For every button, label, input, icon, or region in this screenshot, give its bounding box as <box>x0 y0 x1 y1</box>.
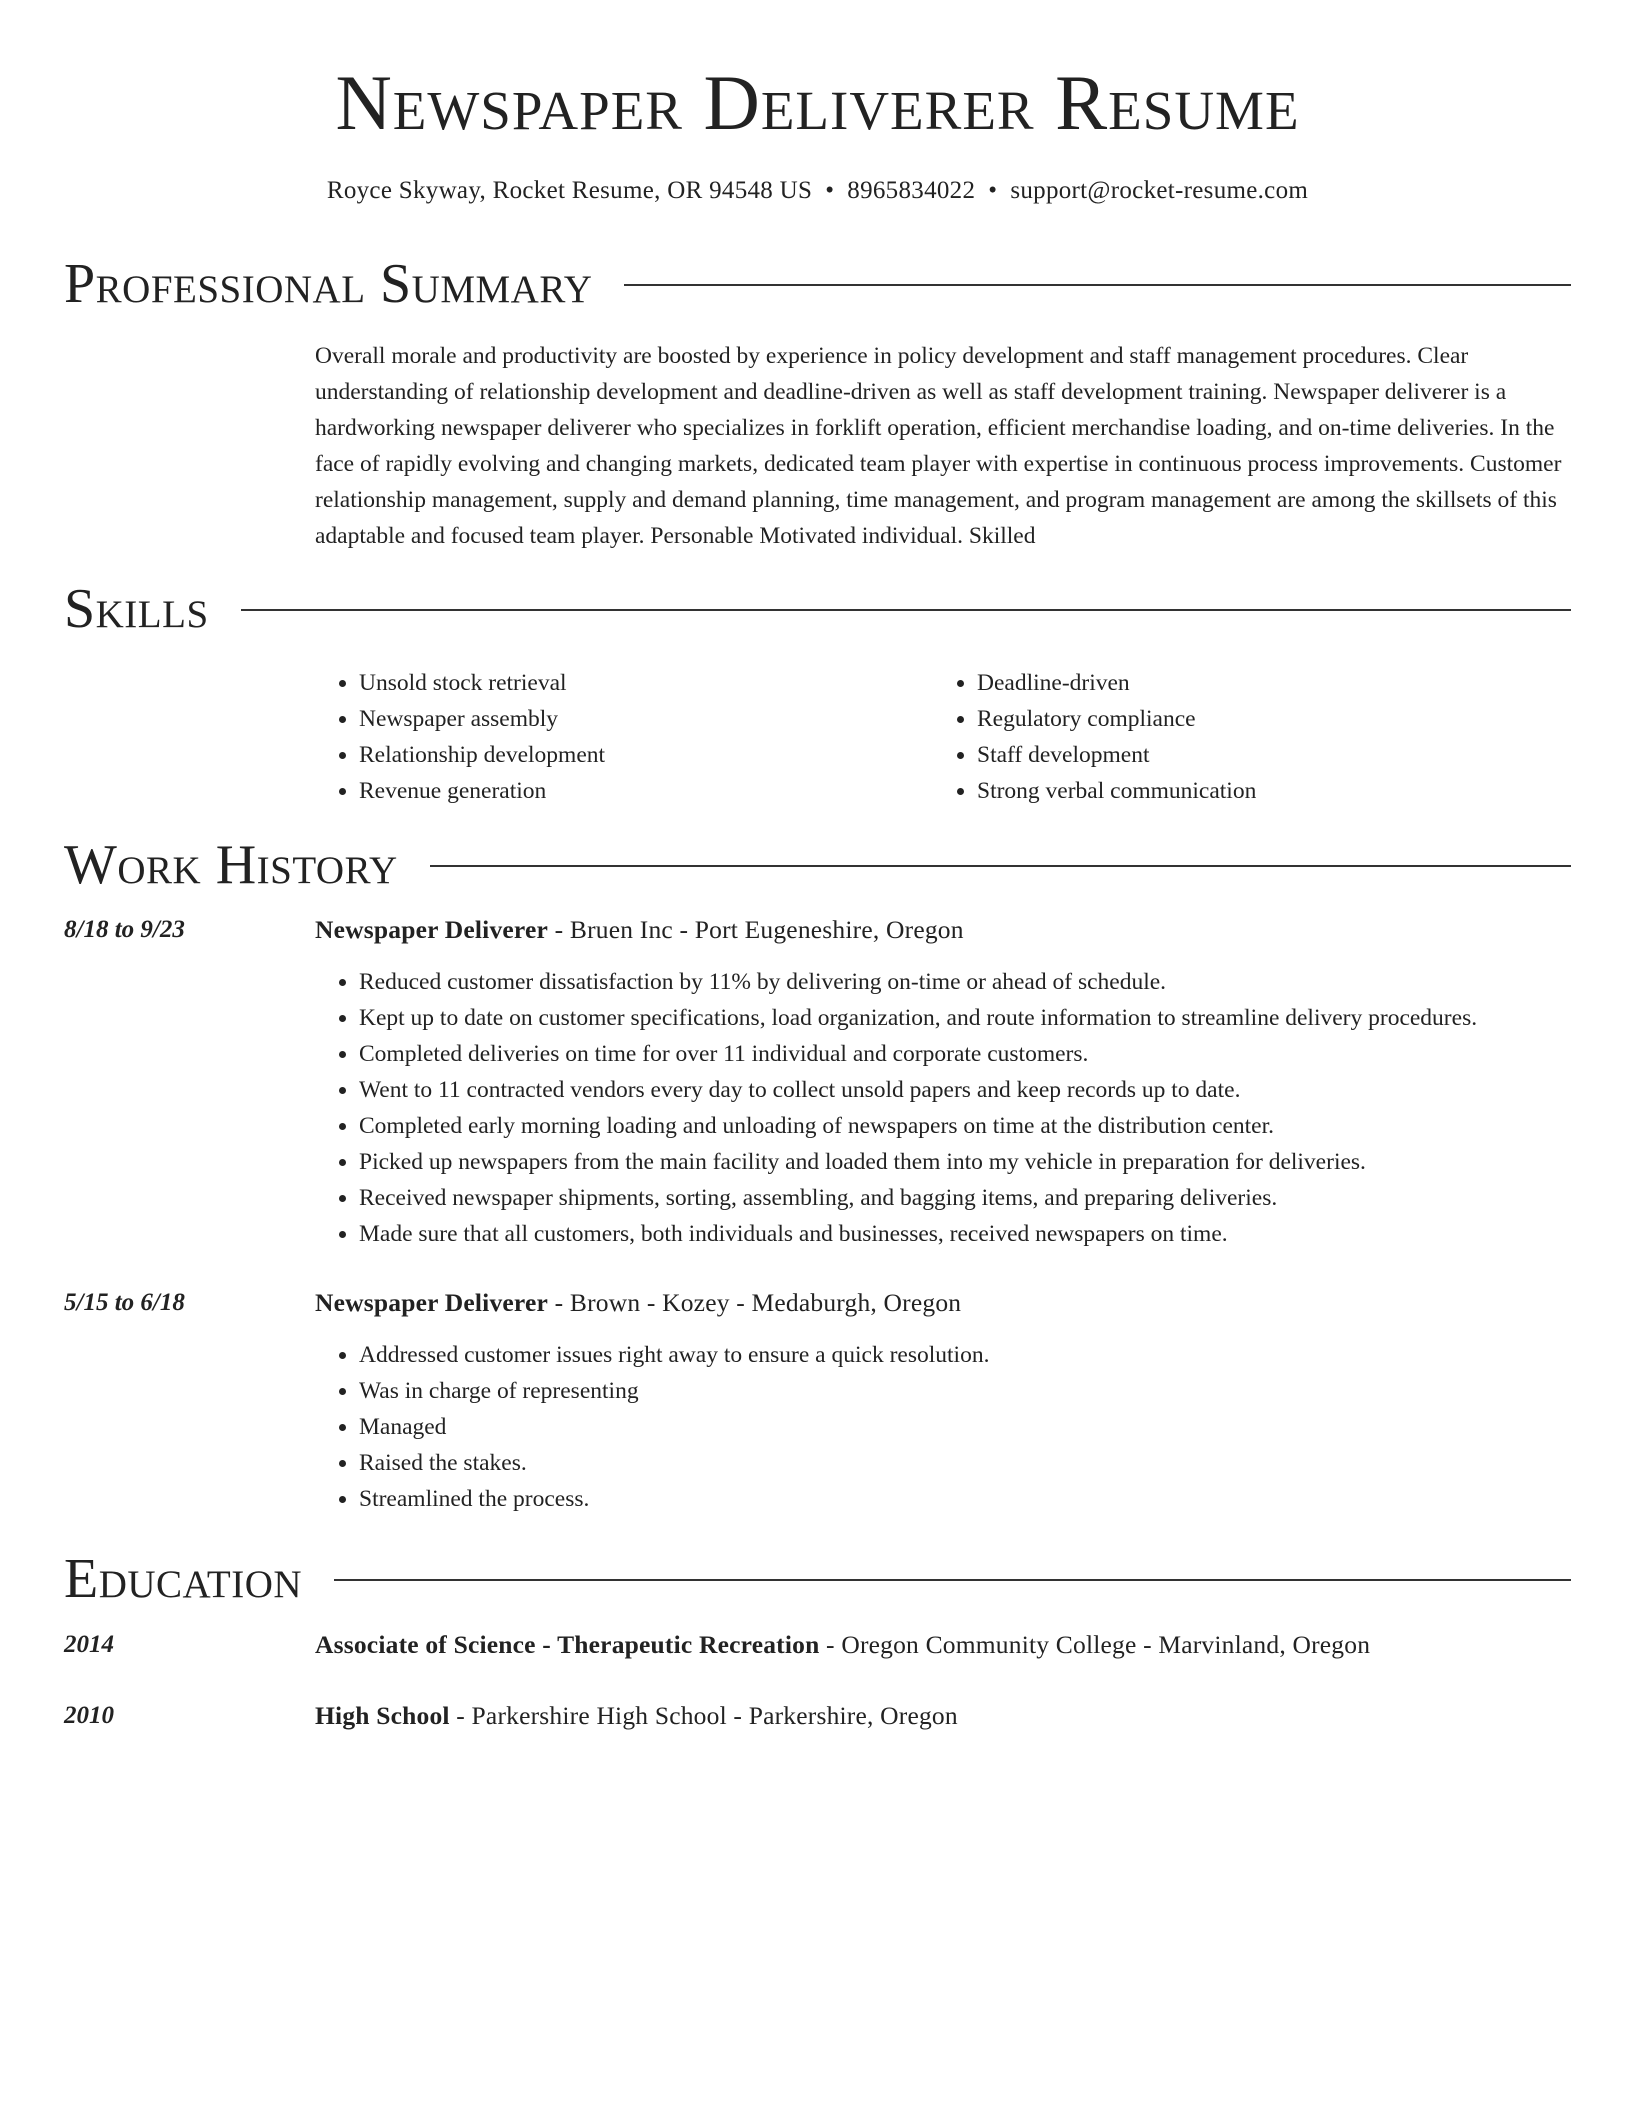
work-bullet: • Reduced customer dissatisfaction by 11% by delivering on-time or ahead of schedule. <box>359 964 1571 1000</box>
work-entry-heading <box>315 912 1571 948</box>
resume-title: Newspaper Deliverer Resume <box>335 59 1300 146</box>
education-details: - Oregon Community College - Marvinland, Oregon <box>819 1630 1371 1659</box>
skill-item: • Regulatory compliance <box>977 701 1551 737</box>
work-bullet: • Completed deliveries on time for over 11 individual and corporate customers. <box>359 1036 1571 1072</box>
education-entry-heading <box>315 1627 1571 1663</box>
skill-item: • Deadline-driven <box>977 665 1551 701</box>
skills-list <box>315 665 1571 809</box>
work-section-header <box>64 831 1571 899</box>
education-entry-date: 2014 <box>64 1631 114 1658</box>
education-section-title: Education <box>64 1548 303 1610</box>
contact-separator: • <box>825 177 835 204</box>
work-entry-role: Newspaper Deliverer <box>315 915 549 944</box>
section-divider <box>241 609 1571 611</box>
section-divider <box>624 284 1571 286</box>
work-entry-role: Newspaper Deliverer <box>315 1288 549 1317</box>
work-entry-details: - Brown - Kozey - Medaburgh, Oregon <box>548 1288 962 1317</box>
work-entry-details: - Bruen Inc - Port Eugeneshire, Oregon <box>548 915 964 944</box>
contact-line <box>64 174 1571 208</box>
work-bullet: • Managed <box>359 1409 1571 1445</box>
section-divider <box>334 1579 1571 1581</box>
education-details: - Parkershire High School - Parkershire, Oregon <box>449 1701 958 1730</box>
education-degree: Associate of Science - Therapeutic Recreation <box>315 1630 820 1659</box>
education-section-header <box>64 1545 1571 1613</box>
work-entry-date: 8/18 to 9/23 <box>64 916 185 943</box>
contact-phone: 8965834022 <box>847 177 976 204</box>
skills-section-title: Skills <box>64 578 209 640</box>
section-divider <box>430 865 1571 867</box>
work-entry-bullets <box>315 964 1571 1252</box>
skill-item: • Strong verbal communication <box>977 773 1551 809</box>
skill-item: • Unsold stock retrieval <box>359 665 933 701</box>
work-bullet: • Made sure that all customers, both individuals and businesses, received newspapers on time. <box>359 1216 1571 1252</box>
skills-column-left <box>315 665 933 809</box>
skill-item: • Staff development <box>977 737 1551 773</box>
work-bullet: • Streamlined the process. <box>359 1481 1571 1517</box>
work-bullet: • Kept up to date on customer specifications, load organization, and route information to streamline delivery procedures. <box>359 1000 1571 1036</box>
contact-separator: • <box>988 177 998 204</box>
skill-item: • Revenue generation <box>359 773 933 809</box>
work-bullet: • Completed early morning loading and unloading of newspapers on time at the distribution center. <box>359 1108 1571 1144</box>
work-entry-heading <box>315 1285 1571 1321</box>
work-bullet: • Was in charge of representing <box>359 1373 1571 1409</box>
skills-section-header <box>64 575 1571 643</box>
summary-section-header <box>64 250 1571 318</box>
work-section-title: Work History <box>64 834 398 896</box>
education-entry-date: 2010 <box>64 1702 114 1729</box>
work-bullet: • Picked up newspapers from the main facility and loaded them into my vehicle in preparation for deliveries. <box>359 1144 1571 1180</box>
skill-item: • Newspaper assembly <box>359 701 933 737</box>
work-bullet: • Went to 11 contracted vendors every day to collect unsold papers and keep records up to date. <box>359 1072 1571 1108</box>
education-entry-heading <box>315 1698 1571 1734</box>
work-entry-date: 5/15 to 6/18 <box>64 1289 185 1316</box>
contact-address: Royce Skyway, Rocket Resume, OR 94548 US <box>326 177 813 204</box>
contact-email: support@rocket-resume.com <box>1010 177 1309 204</box>
summary-section-title: Professional Summary <box>64 253 593 315</box>
summary-text: Overall morale and productivity are boosted by experience in policy development and staff management procedures. Clear understanding of relationship development and deadline-driven as well as staff development training. Newspaper deliverer is a hardworking newspaper deliverer who specializes in forklift operation, efficient merchandise loading, and on-time deliveries. In the face of rapidly evolving and changing markets, dedicated team player with expertise in continuous process improvements. Customer relationship management, supply and demand planning, time management, and program management are among the skillsets of this adaptable and focused team player. Personable Motivated individual. Skilled <box>315 343 1562 549</box>
skill-item: • Relationship development <box>359 737 933 773</box>
work-bullet: • Raised the stakes. <box>359 1445 1571 1481</box>
work-entry-bullets <box>315 1337 1571 1517</box>
work-bullet: • Received newspaper shipments, sorting, assembling, and bagging items, and preparing deliveries. <box>359 1180 1571 1216</box>
education-degree: High School <box>315 1701 450 1730</box>
skills-column-right <box>933 665 1551 809</box>
work-bullet: • Addressed customer issues right away to ensure a quick resolution. <box>359 1337 1571 1373</box>
